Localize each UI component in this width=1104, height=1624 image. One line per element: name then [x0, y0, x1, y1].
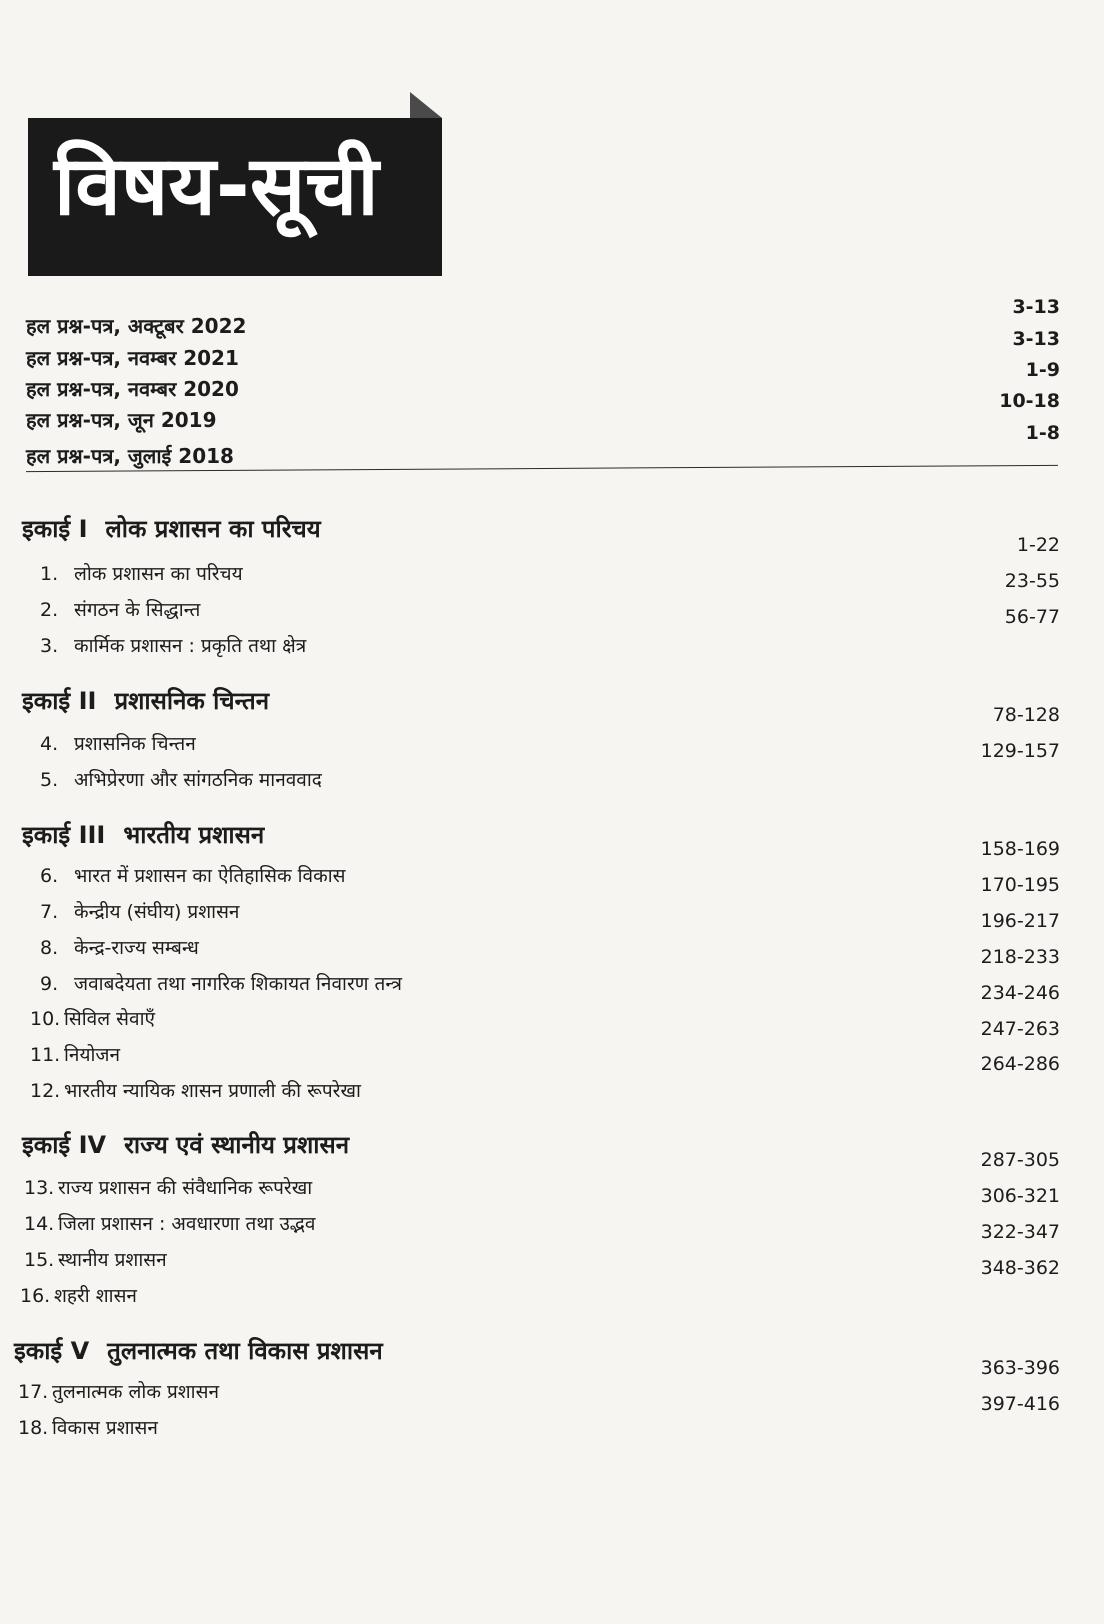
- unit-title: राज्य एवं स्थानीय प्रशासन: [124, 1131, 350, 1159]
- chapter-pages: 78-128: [992, 704, 1060, 726]
- chapter-pages: 218-233: [980, 946, 1060, 968]
- prev-paper-label: हल प्रश्न-पत्र, जुलाई 2018: [26, 444, 234, 468]
- unit-title: तुलनात्मक तथा विकास प्रशासन: [107, 1337, 383, 1365]
- chapter-number: 16.: [20, 1285, 51, 1307]
- chapter-title: कार्मिक प्रशासन : प्रकृति तथा क्षेत्र: [74, 635, 307, 657]
- chapter-item: [30, 1041, 120, 1067]
- unit-heading: [14, 1334, 383, 1367]
- chapter-number: 10.: [30, 1008, 61, 1030]
- chapter-pages: 397-416: [980, 1393, 1060, 1415]
- chapter-number: 4.: [40, 733, 59, 755]
- chapter-pages: 264-286: [980, 1053, 1060, 1075]
- unit-number: इकाई III: [22, 821, 106, 849]
- prev-paper-label: हल प्रश्न-पत्र, अक्टूबर 2022: [26, 314, 247, 338]
- chapter-title: अभिप्रेरणा और सांगठनिक मानववाद: [74, 769, 322, 791]
- chapter-title: केन्द्र-राज्य सम्बन्ध: [74, 937, 199, 959]
- chapter-title: शहरी शासन: [54, 1285, 137, 1307]
- prev-paper-pages: 3-13: [1012, 296, 1060, 318]
- unit-title: भारतीय प्रशासन: [123, 821, 265, 849]
- prev-paper-label: हल प्रश्न-पत्र, नवम्बर 2021: [26, 346, 239, 370]
- unit-number: इकाई I: [22, 515, 88, 543]
- chapter-number: 18.: [18, 1417, 49, 1439]
- chapter-item: [40, 596, 200, 622]
- chapter-title: राज्य प्रशासन की संवैधानिक रूपरेखा: [58, 1177, 313, 1199]
- chapter-number: 13.: [24, 1177, 55, 1199]
- banner-fold-corner: [410, 92, 442, 118]
- unit-heading: [22, 512, 321, 545]
- chapter-item: [40, 970, 402, 996]
- chapter-item: [24, 1246, 167, 1272]
- chapter-pages: 287-305: [980, 1149, 1060, 1171]
- chapter-number: 15.: [24, 1249, 55, 1271]
- chapter-title: विकास प्रशासन: [52, 1417, 158, 1439]
- chapter-number: 12.: [30, 1080, 61, 1102]
- unit-heading: [22, 818, 264, 851]
- chapter-title: स्थानीय प्रशासन: [58, 1249, 167, 1271]
- chapter-title: नियोजन: [64, 1044, 121, 1066]
- chapter-item: [40, 766, 322, 792]
- chapter-pages: 23-55: [1004, 570, 1060, 592]
- chapter-pages: 363-396: [980, 1357, 1060, 1379]
- page-title: विषय-सूची: [54, 139, 379, 234]
- chapter-number: 17.: [18, 1381, 49, 1403]
- chapter-pages: 196-217: [980, 910, 1060, 932]
- chapter-pages: 247-263: [980, 1018, 1060, 1040]
- chapter-pages: 234-246: [980, 982, 1060, 1004]
- chapter-item: [40, 560, 243, 586]
- chapter-item: [24, 1174, 312, 1200]
- chapter-pages: 1-22: [1016, 534, 1060, 556]
- chapter-number: 3.: [40, 635, 59, 657]
- chapter-title: भारत में प्रशासन का ऐतिहासिक विकास: [74, 865, 346, 887]
- chapter-pages: 158-169: [980, 838, 1060, 860]
- chapter-item: [30, 1077, 361, 1103]
- chapter-item: [30, 1005, 155, 1031]
- chapter-title: सिविल सेवाएँ: [64, 1008, 156, 1030]
- chapter-number: 7.: [40, 901, 59, 923]
- chapter-item: [18, 1414, 158, 1440]
- prev-paper-pages: 1-9: [1025, 359, 1060, 381]
- unit-heading: [22, 1128, 349, 1161]
- chapter-item: [40, 730, 196, 756]
- prev-paper-label: हल प्रश्न-पत्र, नवम्बर 2020: [26, 377, 239, 401]
- chapter-number: 6.: [40, 865, 59, 887]
- chapter-number: 11.: [30, 1044, 61, 1066]
- unit-number: इकाई II: [22, 687, 97, 715]
- chapter-pages: 348-362: [980, 1257, 1060, 1279]
- chapter-item: [40, 934, 199, 960]
- prev-paper-pages: 3-13: [1012, 328, 1060, 350]
- chapter-number: 5.: [40, 769, 59, 791]
- chapter-number: 1.: [40, 563, 59, 585]
- chapter-number: 9.: [40, 973, 59, 995]
- chapter-title: तुलनात्मक लोक प्रशासन: [52, 1381, 219, 1403]
- unit-title: लोक प्रशासन का परिचय: [105, 515, 321, 543]
- prev-paper-pages: 10-18: [999, 390, 1060, 412]
- chapter-pages: 322-347: [980, 1221, 1060, 1243]
- chapter-item: [18, 1378, 219, 1404]
- chapter-title: भारतीय न्यायिक शासन प्रणाली की रूपरेखा: [64, 1080, 361, 1102]
- chapter-title: केन्द्रीय (संघीय) प्रशासन: [74, 901, 240, 923]
- chapter-item: [20, 1282, 137, 1308]
- chapter-title: प्रशासनिक चिन्तन: [74, 733, 196, 755]
- chapter-item: [40, 898, 239, 924]
- unit-number: इकाई IV: [22, 1131, 107, 1159]
- chapter-number: 2.: [40, 599, 59, 621]
- chapter-item: [40, 632, 306, 658]
- unit-title: प्रशासनिक चिन्तन: [114, 687, 270, 715]
- unit-heading: [22, 684, 269, 717]
- chapter-title: जवाबदेयता तथा नागरिक शिकायत निवारण तन्त्र: [74, 973, 402, 995]
- prev-paper-label: हल प्रश्न-पत्र, जून 2019: [26, 408, 217, 432]
- chapter-title: संगठन के सिद्धान्त: [74, 599, 201, 621]
- chapter-pages: 56-77: [1004, 606, 1060, 628]
- chapter-title: जिला प्रशासन : अवधारणा तथा उद्भव: [58, 1213, 316, 1235]
- chapter-pages: 306-321: [980, 1185, 1060, 1207]
- chapter-number: 14.: [24, 1213, 55, 1235]
- chapter-pages: 129-157: [980, 740, 1060, 762]
- title-banner: [28, 118, 442, 276]
- prev-paper-pages: 1-8: [1025, 422, 1060, 444]
- unit-number: इकाई V: [14, 1337, 90, 1365]
- chapter-title: लोक प्रशासन का परिचय: [74, 563, 243, 585]
- chapter-number: 8.: [40, 937, 59, 959]
- chapter-item: [24, 1210, 315, 1236]
- chapter-item: [40, 862, 345, 888]
- chapter-pages: 170-195: [980, 874, 1060, 896]
